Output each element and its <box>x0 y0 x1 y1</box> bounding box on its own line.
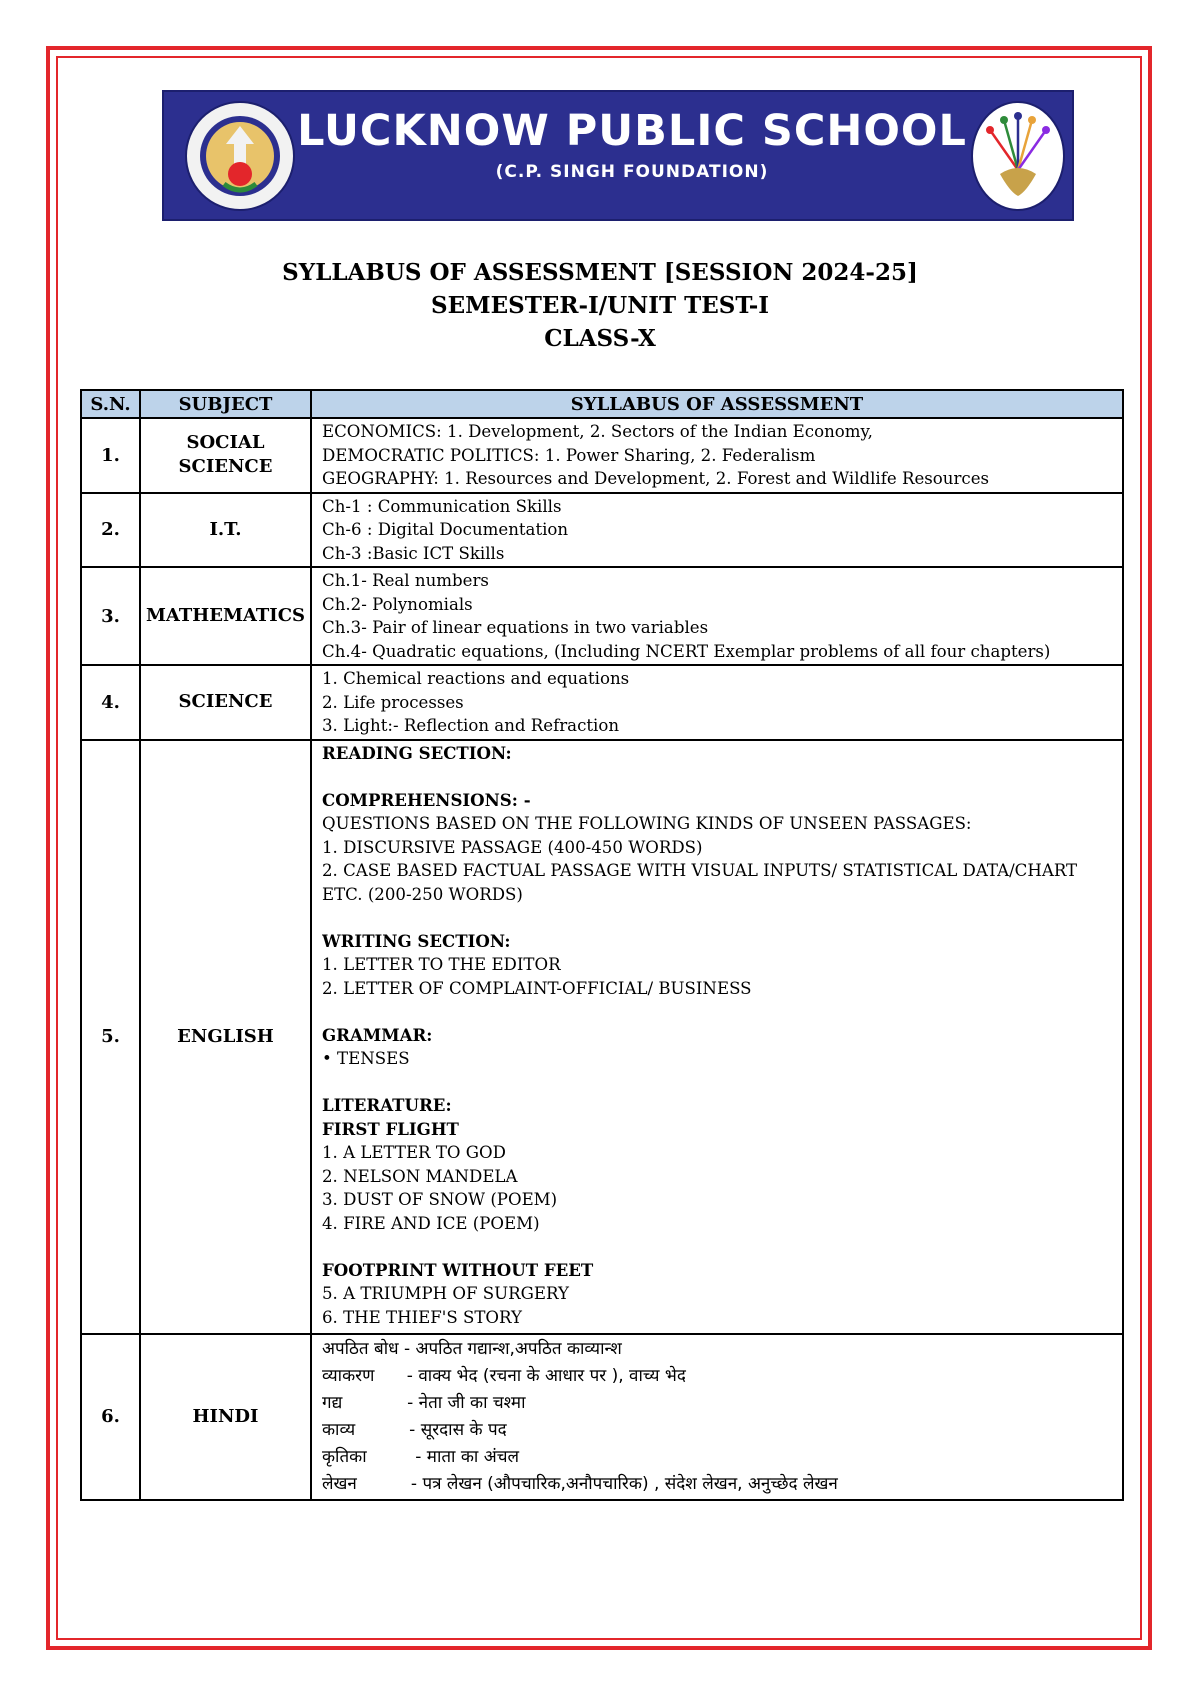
syllabus-line: Ch-1 : Communication Skills <box>322 496 562 516</box>
grammar-heading: GRAMMAR: <box>322 1024 433 1045</box>
syllabus-line: 1. LETTER TO THE EDITOR <box>322 955 561 974</box>
table-row <box>81 740 1123 1334</box>
row-subject: HINDI <box>140 1334 311 1500</box>
syllabus-line: QUESTIONS BASED ON THE FOLLOWING KINDS OF UNSEEN PASSAGES: <box>322 814 972 833</box>
syllabus-line: अपठित बोध - अपठित गद्यान्श,अपठित काव्यान्श <box>322 1338 622 1359</box>
assessment-heading: SYLLABUS OF ASSESSMENT [SESSION 2024-25] <box>282 259 918 286</box>
class-heading: CLASS-X <box>544 325 656 352</box>
syllabus-line: 1. DISCURSIVE PASSAGE (400-450 WORDS) <box>322 837 703 857</box>
subject-line: SCIENCE <box>178 456 273 478</box>
table-row <box>81 567 1123 665</box>
syllabus-line: • TENSES <box>322 1049 410 1068</box>
row-subject: MATHEMATICS <box>140 567 311 665</box>
syllabus-line: ETC. (200-250 WORDS) <box>322 884 523 904</box>
column-header-subject: SUBJECT <box>140 390 311 418</box>
syllabus-line: 2. LETTER OF COMPLAINT-OFFICIAL/ BUSINESS <box>322 978 752 998</box>
syllabus-line: लेखन - पत्र लेखन (औपचारिक,अनौपचारिक) , संदेश लेखन, अनुच्छेद लेखन <box>322 1473 838 1494</box>
row-syllabus <box>311 493 1123 568</box>
reading-section-heading: READING SECTION: <box>322 742 512 763</box>
row-syllabus <box>311 740 1123 1334</box>
column-header-syllabus: SYLLABUS OF ASSESSMENT <box>311 390 1123 418</box>
row-serial: 5. <box>81 740 140 1334</box>
syllabus-line: GEOGRAPHY: 1. Resources and Development, 2. Forest and Wildlife Resources <box>322 469 990 488</box>
anniversary-logo-icon <box>970 100 1066 212</box>
syllabus-line: कृतिका - माता का अंचल <box>322 1446 520 1467</box>
syllabus-line: Ch.1- Real numbers <box>322 571 489 590</box>
row-serial: 6. <box>81 1334 140 1500</box>
syllabus-line: 5. A TRIUMPH OF SURGERY <box>322 1284 569 1303</box>
syllabus-line: DEMOCRATIC POLITICS: 1. Power Sharing, 2. Federalism <box>322 445 816 465</box>
syllabus-line: 2. Life processes <box>322 692 464 712</box>
row-syllabus <box>311 665 1123 740</box>
school-banner <box>162 90 1074 221</box>
syllabus-line: गद्य - नेता जी का चश्मा <box>322 1392 526 1413</box>
school-foundation: (C.P. SINGH FOUNDATION) <box>495 162 769 182</box>
syllabus-line: व्याकरण - वाक्य भेद (रचना के आधार पर ), वाच्य भेद <box>322 1365 686 1386</box>
semester-heading: SEMESTER-I/UNIT TEST-I <box>430 292 770 319</box>
syllabus-line: 1. Chemical reactions and equations <box>322 669 630 688</box>
literature-heading: LITERATURE: <box>322 1095 452 1115</box>
row-syllabus <box>311 418 1123 493</box>
writing-section-heading: WRITING SECTION: <box>322 930 511 951</box>
footprint-heading: FOOTPRINT WITHOUT FEET <box>322 1259 594 1280</box>
table-row <box>81 493 1123 568</box>
syllabus-line: 6. THE THIEF'S STORY <box>322 1307 522 1327</box>
syllabus-line: Ch.3- Pair of linear equations in two variables <box>322 618 709 637</box>
row-syllabus <box>311 1334 1123 1500</box>
comprehension-heading: COMPREHENSIONS: - <box>322 789 531 810</box>
first-flight-heading: FIRST FLIGHT <box>322 1118 459 1139</box>
syllabus-line: Ch-6 : Digital Documentation <box>322 520 569 539</box>
syllabus-line: 3. Light:- Reflection and Refraction <box>322 716 620 735</box>
row-subject: SCIENCE <box>140 665 311 740</box>
syllabus-line: 2. CASE BASED FACTUAL PASSAGE WITH VISUAL INPUTS/ STATISTICAL DATA/CHART <box>322 861 1078 880</box>
row-serial: 2. <box>81 493 140 568</box>
table-row <box>81 418 1123 493</box>
school-name: LUCKNOW PUBLIC SCHOOL <box>297 106 967 156</box>
syllabus-line: Ch-3 :Basic ICT Skills <box>322 543 505 563</box>
school-emblem-icon <box>184 100 296 212</box>
syllabus-table <box>80 389 1124 1501</box>
row-serial: 1. <box>81 418 140 493</box>
syllabus-line: Ch.4- Quadratic equations, (Including NCERT Exemplar problems of all four chapters) <box>322 641 1051 661</box>
subject-line: SOCIAL <box>186 432 265 454</box>
table-row <box>81 1334 1123 1500</box>
syllabus-line: ECONOMICS: 1. Development, 2. Sectors of the Indian Economy, <box>322 422 873 441</box>
row-serial: 4. <box>81 665 140 740</box>
table-header-row <box>81 390 1123 418</box>
syllabus-line: 4. FIRE AND ICE (POEM) <box>322 1213 540 1233</box>
row-subject: ENGLISH <box>140 740 311 1334</box>
row-serial: 3. <box>81 567 140 665</box>
syllabus-line: 1. A LETTER TO GOD <box>322 1143 506 1162</box>
syllabus-line: 3. DUST OF SNOW (POEM) <box>322 1190 558 1209</box>
row-subject: I.T. <box>140 493 311 568</box>
syllabus-line: Ch.2- Polynomials <box>322 594 473 614</box>
row-subject <box>140 418 311 493</box>
syllabus-line: काव्य - सूरदास के पद <box>322 1419 507 1440</box>
syllabus-line: 2. NELSON MANDELA <box>322 1166 518 1186</box>
column-header-sn: S.N. <box>81 390 140 418</box>
table-row <box>81 665 1123 740</box>
row-syllabus <box>311 567 1123 665</box>
